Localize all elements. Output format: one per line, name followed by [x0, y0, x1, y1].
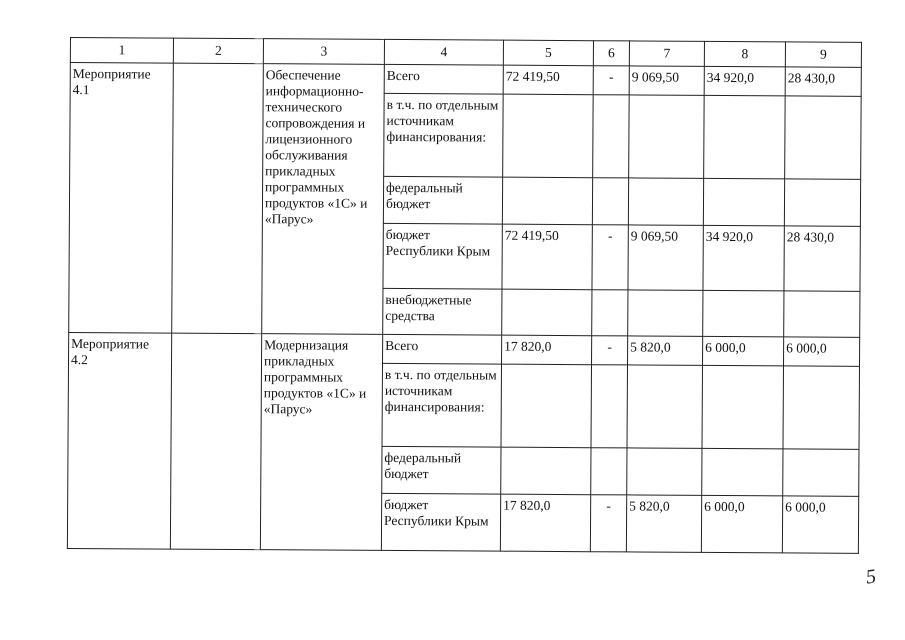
funding-source: бюджет Республики Крым	[381, 493, 500, 551]
header-cell: 8	[704, 41, 785, 66]
value-col9	[783, 366, 860, 449]
value-col6	[591, 365, 628, 448]
funding-source: внебюджетные средства	[383, 288, 502, 335]
value-col6	[593, 95, 630, 178]
value-col9	[783, 449, 859, 496]
value-col7: 5 820,0	[626, 495, 701, 552]
value-col5: 72 419,50	[502, 224, 592, 290]
value-col8: 34 920,0	[704, 66, 785, 95]
value-col7	[627, 448, 702, 495]
header-cell: 4	[384, 39, 503, 65]
measure-description: Модернизация прикладных программных продуктов «1С» и «Парус»	[260, 334, 382, 551]
table-row	[70, 63, 861, 97]
value-col5	[502, 289, 592, 336]
value-col9	[784, 179, 860, 226]
value-col5	[501, 447, 591, 495]
empty-cell	[170, 333, 261, 550]
value-col5: 17 820,0	[500, 494, 590, 552]
value-col6: -	[593, 66, 629, 95]
funding-source: Всего	[383, 334, 502, 364]
value-col7	[628, 178, 703, 225]
value-col8: 6 000,0	[703, 336, 784, 365]
funding-source: федеральный бюджет	[383, 176, 502, 224]
empty-cell	[172, 63, 264, 334]
header-cell: 6	[593, 41, 629, 66]
value-col8: 34 920,0	[703, 225, 784, 290]
funding-source: бюджет Республики Крым	[383, 223, 502, 289]
page-number: 5	[864, 565, 878, 589]
value-col6	[591, 448, 627, 495]
header-cell: 9	[785, 42, 861, 67]
value-col7: 5 820,0	[628, 336, 703, 365]
header-cell: 3	[263, 39, 384, 65]
header-cell: 7	[629, 41, 704, 66]
funding-source: в т.ч. по отдельным источникам финансирования:	[382, 363, 502, 447]
value-col9: 28 430,0	[784, 226, 860, 291]
value-col6	[592, 290, 628, 336]
value-col5: 17 820,0	[502, 335, 592, 365]
value-col8	[702, 448, 783, 495]
funding-source: в т.ч. по отдельным источникам финансирования:	[384, 93, 504, 177]
table-row	[69, 332, 860, 366]
value-col6: -	[592, 336, 628, 365]
measure-description: Обеспечение информационно-технического сопровождения и лицензионного обслуживания прикладных программных продуктов «1С» и «Парус»	[262, 64, 385, 335]
value-col7	[629, 95, 705, 178]
value-col7	[628, 290, 703, 336]
value-col9: 28 430,0	[785, 67, 861, 96]
value-col5	[502, 177, 592, 225]
value-col9	[785, 96, 862, 179]
value-col9	[784, 291, 860, 337]
funding-source: федеральный бюджет	[382, 446, 501, 494]
measure-name: Мероприятие 4.2	[67, 332, 171, 549]
value-col8	[702, 365, 784, 448]
funding-source: Всего	[384, 64, 503, 94]
value-col9: 6 000,0	[784, 337, 860, 366]
value-col6	[592, 178, 628, 225]
header-cell: 5	[503, 40, 593, 66]
header-cell: 1	[70, 38, 173, 64]
value-col8	[703, 290, 784, 336]
value-col7: 9 069,50	[628, 225, 703, 290]
value-col9: 6 000,0	[782, 496, 858, 553]
measure-name: Мероприятие 4.1	[69, 63, 174, 334]
value-col7	[627, 365, 703, 448]
value-col8	[703, 178, 784, 225]
value-col6: -	[590, 495, 626, 552]
value-col7: 9 069,50	[629, 66, 704, 95]
value-col8	[704, 95, 786, 178]
value-col8: 6 000,0	[701, 495, 782, 552]
value-col5: 72 419,50	[503, 65, 593, 95]
header-cell: 2	[173, 38, 263, 64]
value-col6: -	[592, 225, 628, 290]
value-col5	[501, 364, 592, 448]
funding-table	[67, 37, 862, 554]
table-body	[67, 38, 861, 554]
value-col5	[503, 94, 594, 178]
